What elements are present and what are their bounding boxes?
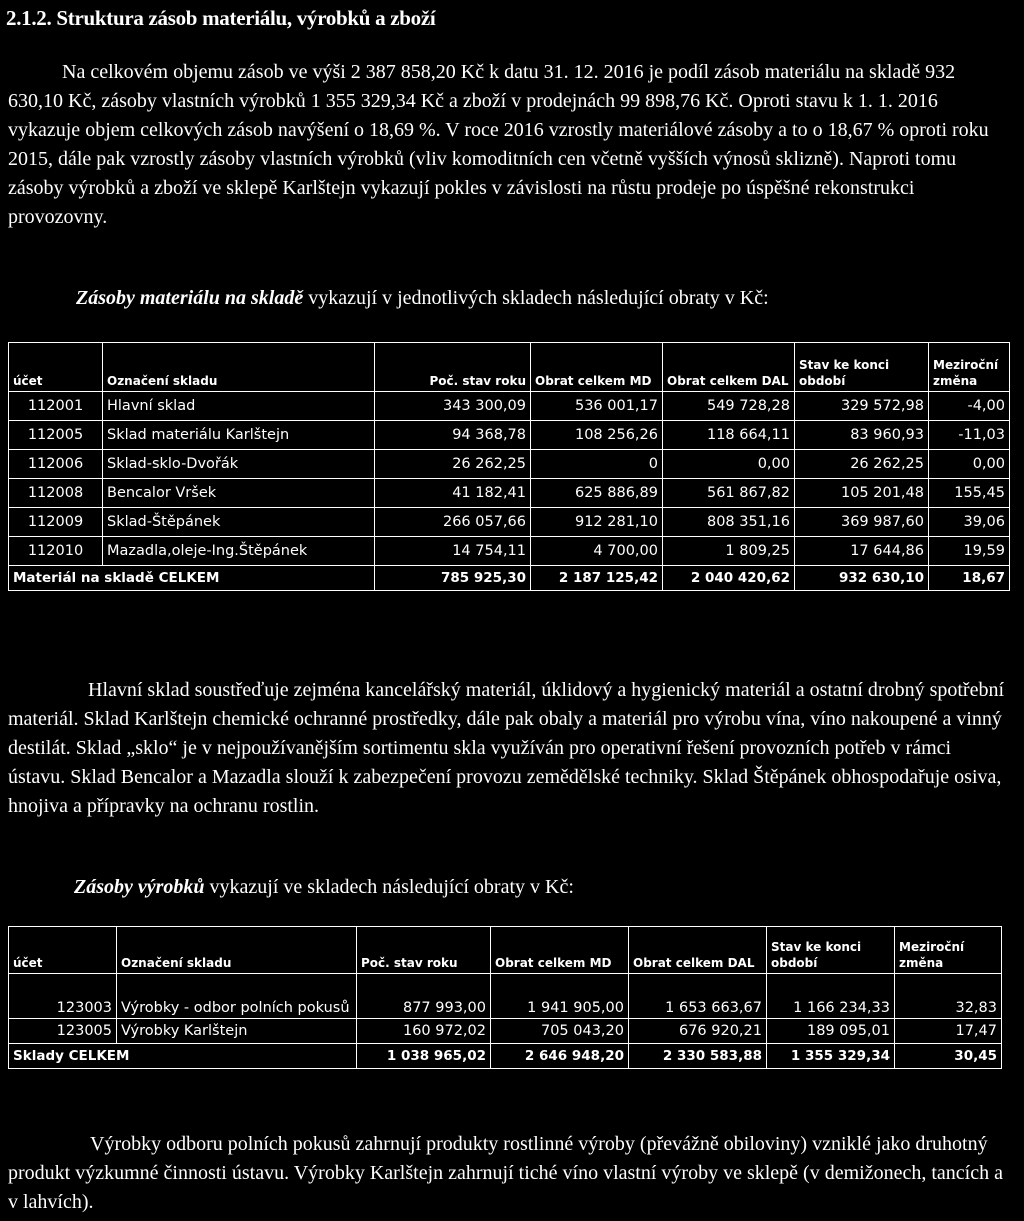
col-header-stav: Stav ke konci období (795, 343, 929, 392)
cell-stav: 26 262,25 (795, 450, 929, 479)
cell-zmena: 0,00 (929, 450, 1010, 479)
cell-md: 536 001,17 (531, 392, 663, 421)
table-row (9, 450, 1010, 479)
material-table-lead (76, 287, 769, 310)
cell-nazev: Sklad-sklo-Dvořák (103, 450, 375, 479)
cell-poc: 266 057,66 (375, 508, 531, 537)
total-label: Sklady CELKEM (9, 1044, 357, 1069)
cell-nazev: Sklad materiálu Karlštejn (103, 421, 375, 450)
cell-dal: 1 653 663,67 (629, 974, 767, 1019)
table-header-row (9, 927, 1002, 974)
total-stav: 1 355 329,34 (767, 1044, 895, 1069)
cell-zmena: -4,00 (929, 392, 1010, 421)
cell-nazev: Bencalor Vršek (103, 479, 375, 508)
cell-dal: 1 809,25 (663, 537, 795, 566)
cell-poc: 160 972,02 (357, 1019, 491, 1044)
cell-stav: 1 166 234,33 (767, 974, 895, 1019)
cell-nazev: Mazadla,oleje-Ing.Štěpánek (103, 537, 375, 566)
table-total-row (9, 566, 1010, 591)
table-row (9, 537, 1010, 566)
col-header-md: Obrat celkem MD (531, 343, 663, 392)
cell-ucet: 112008 (9, 479, 103, 508)
cell-zmena: 32,83 (895, 974, 1002, 1019)
cell-ucet: 123005 (9, 1019, 117, 1044)
total-dal: 2 040 420,62 (663, 566, 795, 591)
total-dal: 2 330 583,88 (629, 1044, 767, 1069)
cell-zmena: -11,03 (929, 421, 1010, 450)
cell-dal: 676 920,21 (629, 1019, 767, 1044)
cell-zmena: 39,06 (929, 508, 1010, 537)
cell-ucet: 112001 (9, 392, 103, 421)
table-header-row (9, 343, 1010, 392)
material-lead-text: vykazují v jednotlivých skladech následující obraty v Kč: (303, 287, 769, 309)
cell-poc: 877 993,00 (357, 974, 491, 1019)
products-paragraph-text: Výrobky odboru polních pokusů zahrnují produkty rostlinné výroby (převážně obiloviny) vzniklé jako druhotný produkt výzkumné činnosti ústavu. Výrobky Karlštejn zahrnují tiché víno vlastní výroby ve sklepě (v demižonech, tancích a v lahvích). (8, 1133, 1003, 1213)
cell-poc: 26 262,25 (375, 450, 531, 479)
col-header-stav: Stav ke konci období (767, 927, 895, 974)
cell-dal: 118 664,11 (663, 421, 795, 450)
cell-nazev: Výrobky - odbor polních pokusů (117, 974, 357, 1019)
products-table-lead (74, 876, 574, 899)
cell-md: 108 256,26 (531, 421, 663, 450)
col-header-zmena: Meziroční změna (895, 927, 1002, 974)
cell-md: 0 (531, 450, 663, 479)
material-lead-emphasis: Zásoby materiálu na skladě (76, 287, 304, 309)
cell-md: 705 043,20 (491, 1019, 629, 1044)
cell-stav: 17 644,86 (795, 537, 929, 566)
col-header-ucet: účet (9, 343, 103, 392)
cell-md: 1 941 905,00 (491, 974, 629, 1019)
cell-stav: 329 572,98 (795, 392, 929, 421)
cell-dal: 0,00 (663, 450, 795, 479)
total-poc: 785 925,30 (375, 566, 531, 591)
cell-md: 625 886,89 (531, 479, 663, 508)
cell-dal: 561 867,82 (663, 479, 795, 508)
material-paragraph-text: Hlavní sklad soustřeďuje zejména kancelářský materiál, úklidový a hygienický materiál a ostatní drobný spotřební materiál. Sklad Karlštejn chemické ochranné prostředky, dále pak obaly a materiál pro výrobu vína, víno nakoupené a vinný destilát. Sklad „sklo“ je v nejpoužívanějším sortimentu skla využíván pro operativní řešení provozních potřeb v rámci ústavu. Sklad Bencalor a Mazadla slouží k zabezpečení provozu zemědělské techniky. Sklad Štěpánek obhospodařuje osiva, hnojiva a přípravky na ochranu rostlin. (8, 679, 1004, 817)
cell-zmena: 17,47 (895, 1019, 1002, 1044)
products-paragraph (8, 1130, 1008, 1217)
table-row (9, 479, 1010, 508)
total-stav: 932 630,10 (795, 566, 929, 591)
cell-ucet: 123003 (9, 974, 117, 1019)
total-zmena: 30,45 (895, 1044, 1002, 1069)
col-header-dal: Obrat celkem DAL (663, 343, 795, 392)
intro-paragraph (8, 58, 1008, 232)
cell-zmena: 155,45 (929, 479, 1010, 508)
col-header-md: Obrat celkem MD (491, 927, 629, 974)
cell-poc: 343 300,09 (375, 392, 531, 421)
intro-paragraph-text: Na celkovém objemu zásob ve výši 2 387 858,20 Kč k datu 31. 12. 2016 je podíl zásob materiálu na skladě 932 630,10 Kč, zásoby vlastních výrobků 1 355 329,34 Kč a zboží v prodejnách 99 898,76 Kč. Oproti stavu k 1. 1. 2016 vykazuje objem celkových zásob navýšení o 18,69 %. V roce 2016 vzrostly materiálové zásoby a to o 18,67 % oproti roku 2015, dále pak vzrostly zásoby vlastních výrobků (vliv komoditních cen včetně vyšších výnosů sklizně). Naproti tomu zásoby výrobků a zboží ve sklepě Karlštejn vykazují pokles v závislosti na růstu prodeje po úspěšné rekonstrukci provozovny. (8, 61, 989, 228)
col-header-dal: Obrat celkem DAL (629, 927, 767, 974)
section-title: 2.1.2. Struktura zásob materiálu, výrobků a zboží (6, 6, 436, 30)
cell-poc: 94 368,78 (375, 421, 531, 450)
total-md: 2 646 948,20 (491, 1044, 629, 1069)
cell-nazev: Výrobky Karlštejn (117, 1019, 357, 1044)
material-paragraph (8, 676, 1008, 821)
products-stock-table (8, 926, 1002, 1069)
table-row (9, 1019, 1002, 1044)
total-label: Materiál na skladě CELKEM (9, 566, 375, 591)
cell-dal: 808 351,16 (663, 508, 795, 537)
cell-stav: 369 987,60 (795, 508, 929, 537)
table-row (9, 392, 1010, 421)
material-stock-table (8, 342, 1010, 591)
cell-nazev: Hlavní sklad (103, 392, 375, 421)
cell-ucet: 112006 (9, 450, 103, 479)
products-lead-emphasis: Zásoby výrobků (74, 876, 205, 898)
cell-md: 912 281,10 (531, 508, 663, 537)
cell-stav: 189 095,01 (767, 1019, 895, 1044)
products-lead-text: vykazují ve skladech následující obraty v Kč: (204, 876, 574, 898)
col-header-poc: Poč. stav roku (357, 927, 491, 974)
total-poc: 1 038 965,02 (357, 1044, 491, 1069)
col-header-poc: Poč. stav roku (375, 343, 531, 392)
cell-poc: 41 182,41 (375, 479, 531, 508)
cell-poc: 14 754,11 (375, 537, 531, 566)
table-row (9, 974, 1002, 1019)
col-header-ucet: účet (9, 927, 117, 974)
total-md: 2 187 125,42 (531, 566, 663, 591)
cell-zmena: 19,59 (929, 537, 1010, 566)
cell-stav: 83 960,93 (795, 421, 929, 450)
col-header-nazev: Označení skladu (117, 927, 357, 974)
cell-dal: 549 728,28 (663, 392, 795, 421)
cell-ucet: 112009 (9, 508, 103, 537)
cell-stav: 105 201,48 (795, 479, 929, 508)
table-row (9, 421, 1010, 450)
col-header-zmena: Meziroční změna (929, 343, 1010, 392)
table-row (9, 508, 1010, 537)
cell-ucet: 112010 (9, 537, 103, 566)
cell-ucet: 112005 (9, 421, 103, 450)
cell-md: 4 700,00 (531, 537, 663, 566)
cell-nazev: Sklad-Štěpánek (103, 508, 375, 537)
table-total-row (9, 1044, 1002, 1069)
col-header-nazev: Označení skladu (103, 343, 375, 392)
total-zmena: 18,67 (929, 566, 1010, 591)
